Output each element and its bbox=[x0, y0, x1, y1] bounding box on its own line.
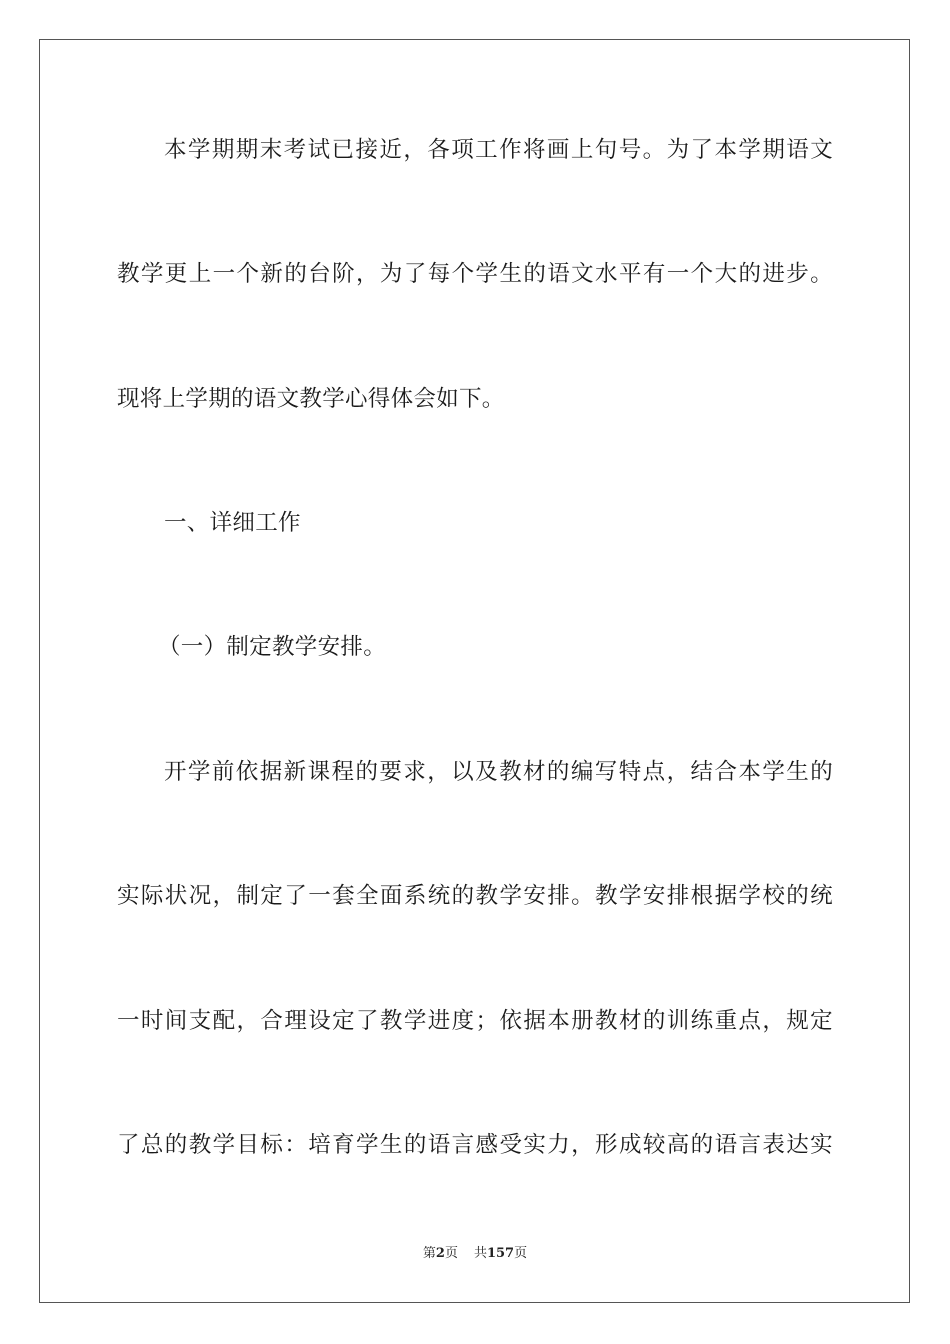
paragraph-2-line-2: 实际状况，制定了一套全面系统的教学安排。教学安排根据学校的统 bbox=[117, 883, 833, 909]
paragraph-2-line-3: 一时间支配，合理设定了教学进度；依据本册教材的训练重点，规定 bbox=[117, 1008, 833, 1034]
page-suffix: 页 bbox=[444, 1246, 458, 1261]
total-prefix: 共 bbox=[473, 1246, 487, 1261]
paragraph-1-line-2: 教学更上一个新的台阶，为了每个学生的语文水平有一个大的进步。 bbox=[117, 261, 833, 287]
page-footer bbox=[0, 1245, 950, 1263]
page-number: 2 bbox=[435, 1246, 445, 1261]
paragraph-2-line-1: 开学前依据新课程的要求，以及教材的编写特点，结合本学生的 bbox=[164, 759, 833, 785]
paragraph-2-line-4: 了总的教学目标：培育学生的语言感受实力，形成较高的语言表达实 bbox=[117, 1132, 833, 1158]
page-border bbox=[39, 39, 910, 1303]
total-suffix: 页 bbox=[514, 1246, 528, 1261]
subsection-heading: （一）制定教学安排。 bbox=[158, 634, 387, 660]
page-prefix: 第 bbox=[422, 1246, 436, 1261]
total-pages: 157 bbox=[486, 1246, 515, 1261]
paragraph-1-line-3: 现将上学期的语文教学心得体会如下。 bbox=[117, 386, 505, 412]
paragraph-1-line-1: 本学期期末考试已接近，各项工作将画上句号。为了本学期语文 bbox=[164, 137, 833, 163]
section-heading: 一、详细工作 bbox=[164, 510, 301, 536]
